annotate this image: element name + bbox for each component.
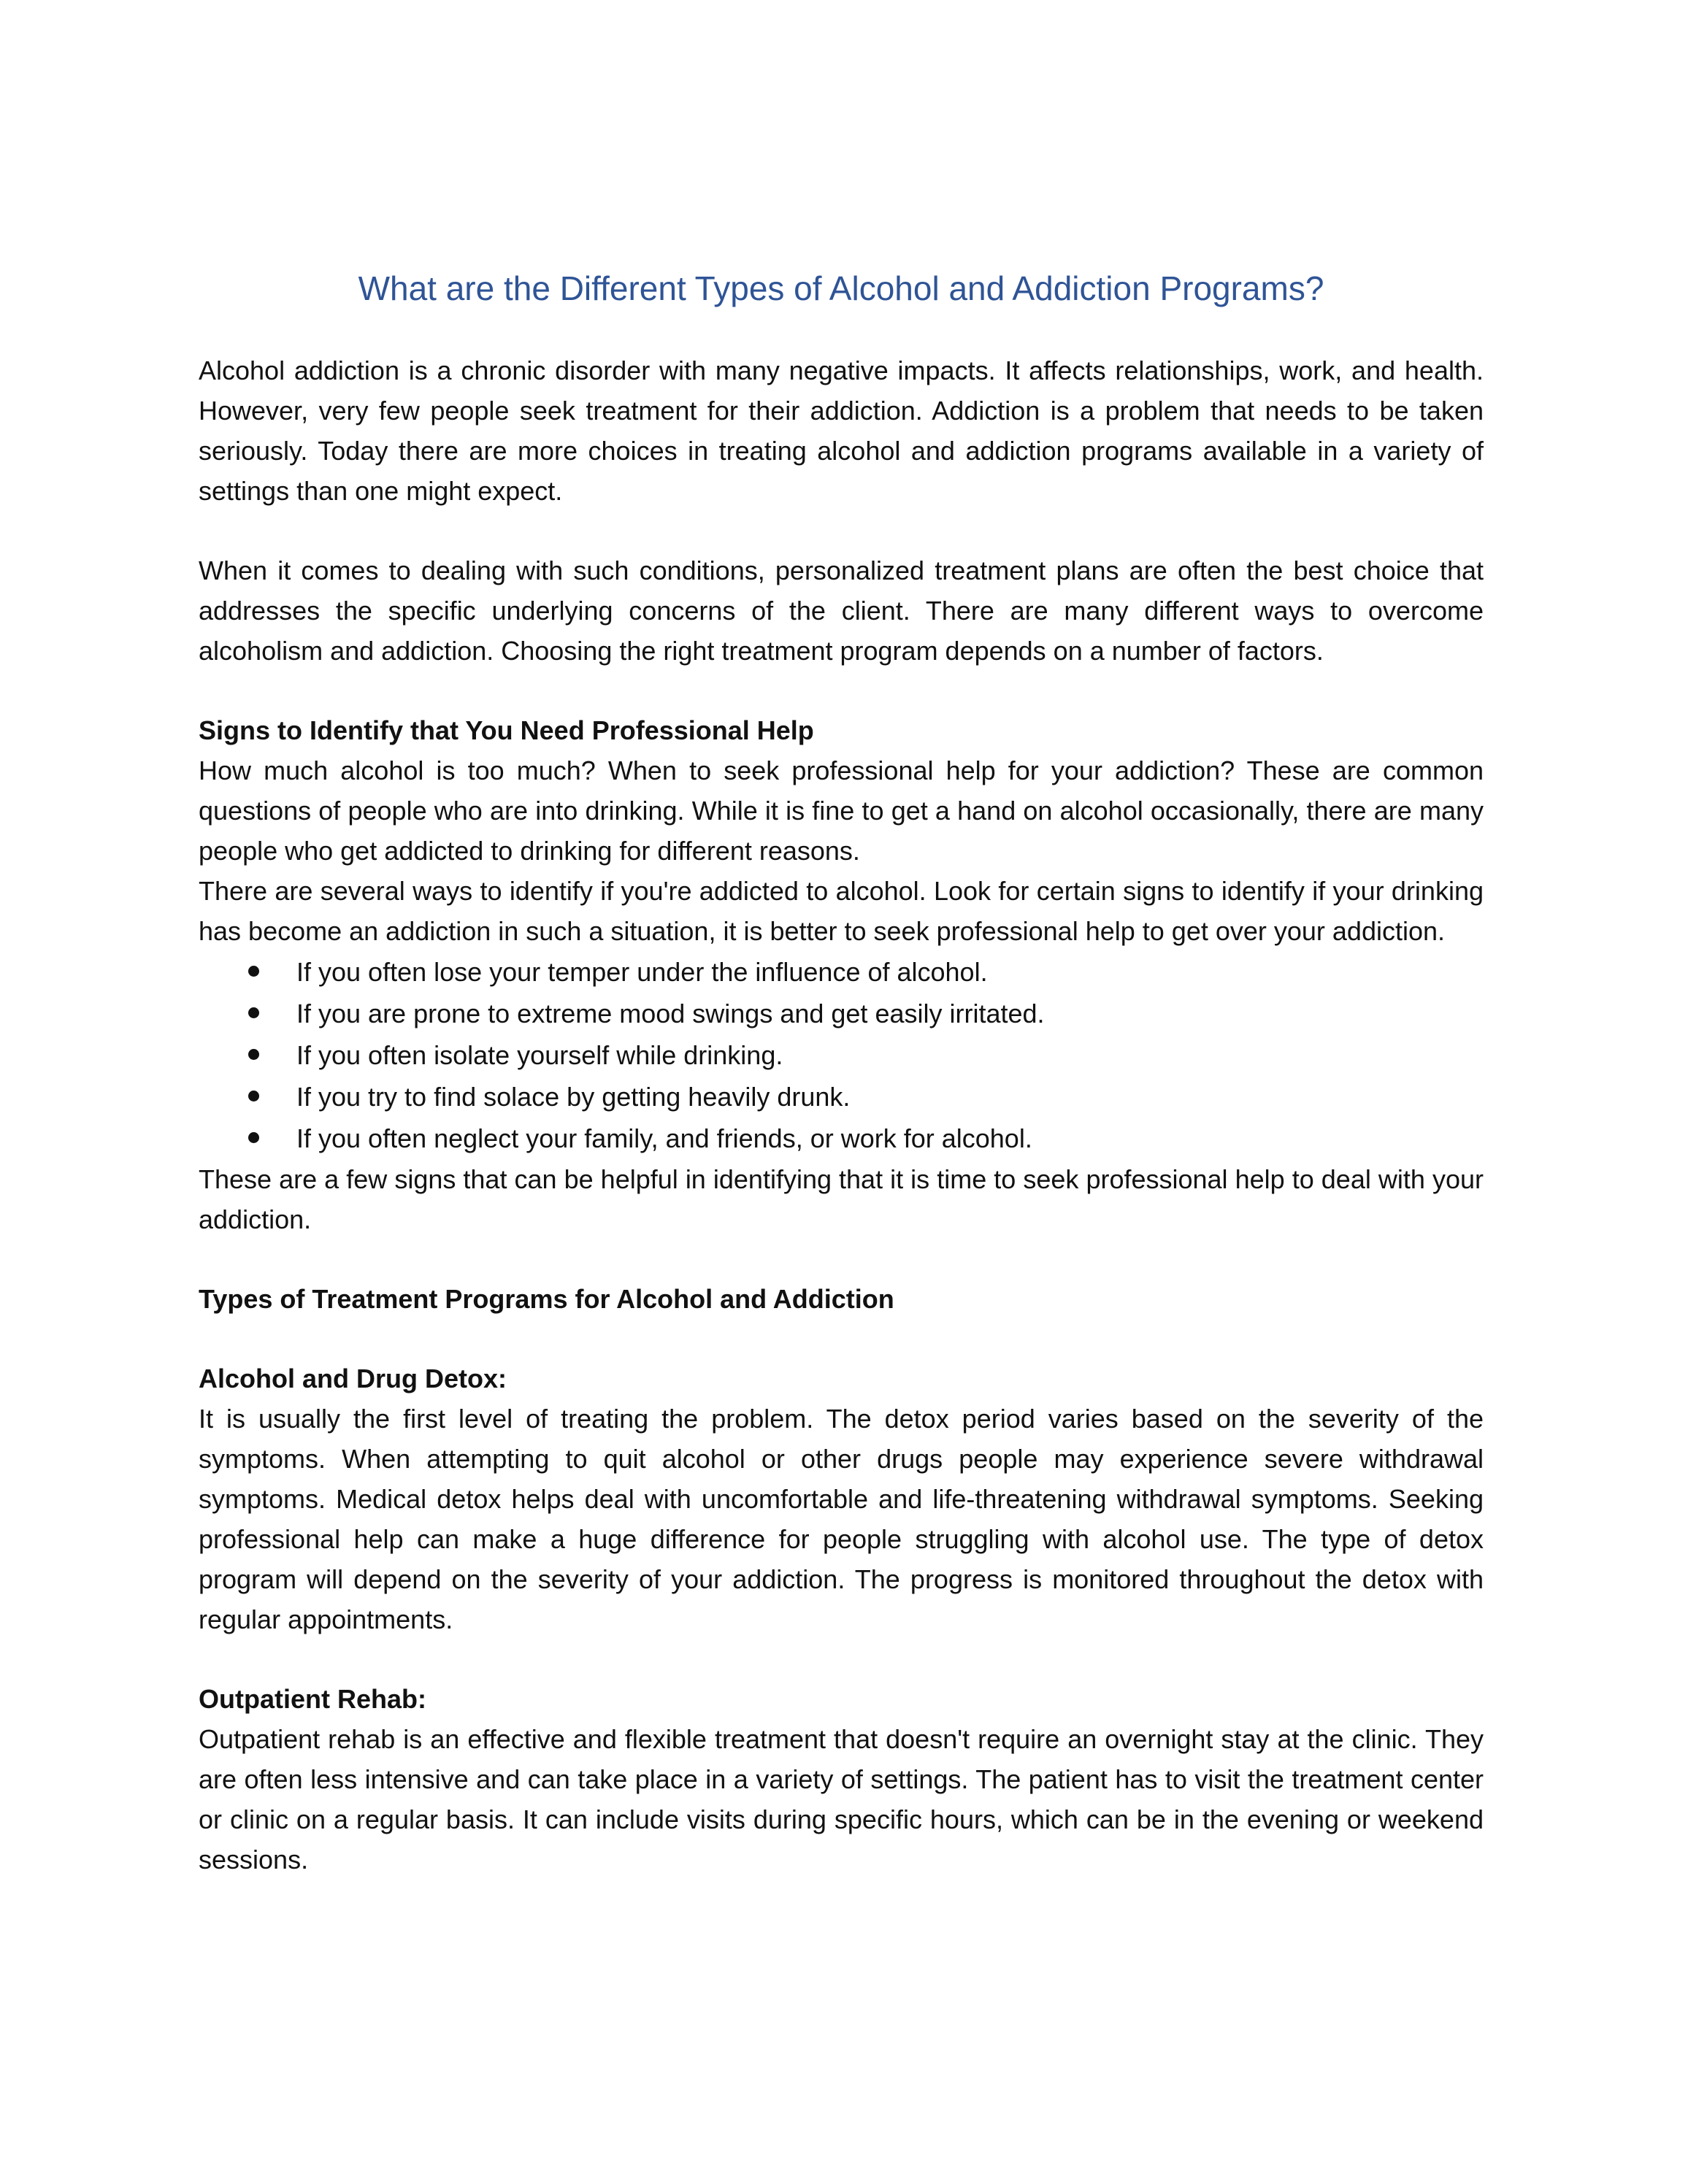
signs-heading: Signs to Identify that You Need Professional Help <box>199 715 814 745</box>
bullet-icon <box>248 1132 259 1143</box>
signs-bullet-list <box>199 951 1484 1159</box>
list-item-text: If you are prone to extreme mood swings and get easily irritated. <box>296 999 1045 1028</box>
list-item-text: If you try to find solace by getting heavily drunk. <box>296 1082 851 1112</box>
intro-paragraph-1: Alcohol addiction is a chronic disorder with many negative impacts. It affects relationships, work, and health. However, very few people seek treatment for their addiction. Addiction is a problem that needs to be taken seriously. Today there are more choices in treating alcohol and addiction programs available in a variety of settings than one might expect. <box>199 355 1484 506</box>
list-item-text: If you often lose your temper under the influence of alcohol. <box>296 957 988 987</box>
detox-paragraph: It is usually the first level of treating the problem. The detox period varies based on the severity of the symptoms. When attempting to quit alcohol or other drugs people may experience severe withdrawal symptoms. Medical detox helps deal with uncomfortable and life-threatening withdrawal symptoms. Seeking professional help can make a huge difference for people struggling with alcohol use. The type of detox program will depend on the severity of your addiction. The progress is monitored throughout the detox with regular appointments. <box>199 1404 1484 1634</box>
signs-paragraph-2: There are several ways to identify if you're addicted to alcohol. Look for certain signs to identify if your drinking has become an addiction in such a situation, it is better to seek professional help to get over your addiction. <box>199 876 1484 946</box>
paragraph-gap <box>199 671 1484 710</box>
paragraph-gap <box>199 511 1484 550</box>
detox-heading: Alcohol and Drug Detox: <box>199 1364 507 1393</box>
outpatient-paragraph: Outpatient rehab is an effective and flexible treatment that doesn't require an overnight stay at the clinic. They are often less intensive and can take place in a variety of settings. The patient has to visit the treatment center or clinic on a regular basis. It can include visits during specific hours, which can be in the evening or weekend sessions. <box>199 1724 1484 1875</box>
intro-paragraph-2: When it comes to dealing with such conditions, personalized treatment plans are often the best choice that addresses the specific underlying concerns of the client. There are many different ways to overcome alcoholism and addiction. Choosing the right treatment program depends on a number of factors. <box>199 555 1484 666</box>
list-item <box>248 1118 1484 1159</box>
signs-paragraph-1: How much alcohol is too much? When to seek professional help for your addiction? These are common questions of people who are into drinking. While it is fine to get a hand on alcohol occasionally, there are many people who get addicted to drinking for different reasons. <box>199 755 1484 866</box>
outpatient-heading: Outpatient Rehab: <box>199 1684 426 1714</box>
paragraph-gap <box>199 1239 1484 1279</box>
list-item-text: If you often isolate yourself while drinking. <box>296 1040 783 1070</box>
list-item-text: If you often neglect your family, and friends, or work for alcohol. <box>296 1123 1032 1153</box>
signs-paragraph-3: These are a few signs that can be helpful in identifying that it is time to seek professional help to deal with your addiction. <box>199 1164 1484 1234</box>
list-item <box>248 1076 1484 1118</box>
document-title: What are the Different Types of Alcohol and Addiction Programs? <box>358 269 1324 307</box>
paragraph-gap <box>199 1319 1484 1358</box>
bullet-icon <box>248 1091 259 1101</box>
document-body <box>199 263 1484 1880</box>
list-item <box>248 1034 1484 1076</box>
list-item <box>248 951 1484 993</box>
list-item <box>248 993 1484 1034</box>
bullet-icon <box>248 1007 259 1018</box>
bullet-icon <box>248 1049 259 1060</box>
types-heading: Types of Treatment Programs for Alcohol and Addiction <box>199 1284 894 1314</box>
bullet-icon <box>248 966 259 977</box>
paragraph-gap <box>199 1639 1484 1679</box>
